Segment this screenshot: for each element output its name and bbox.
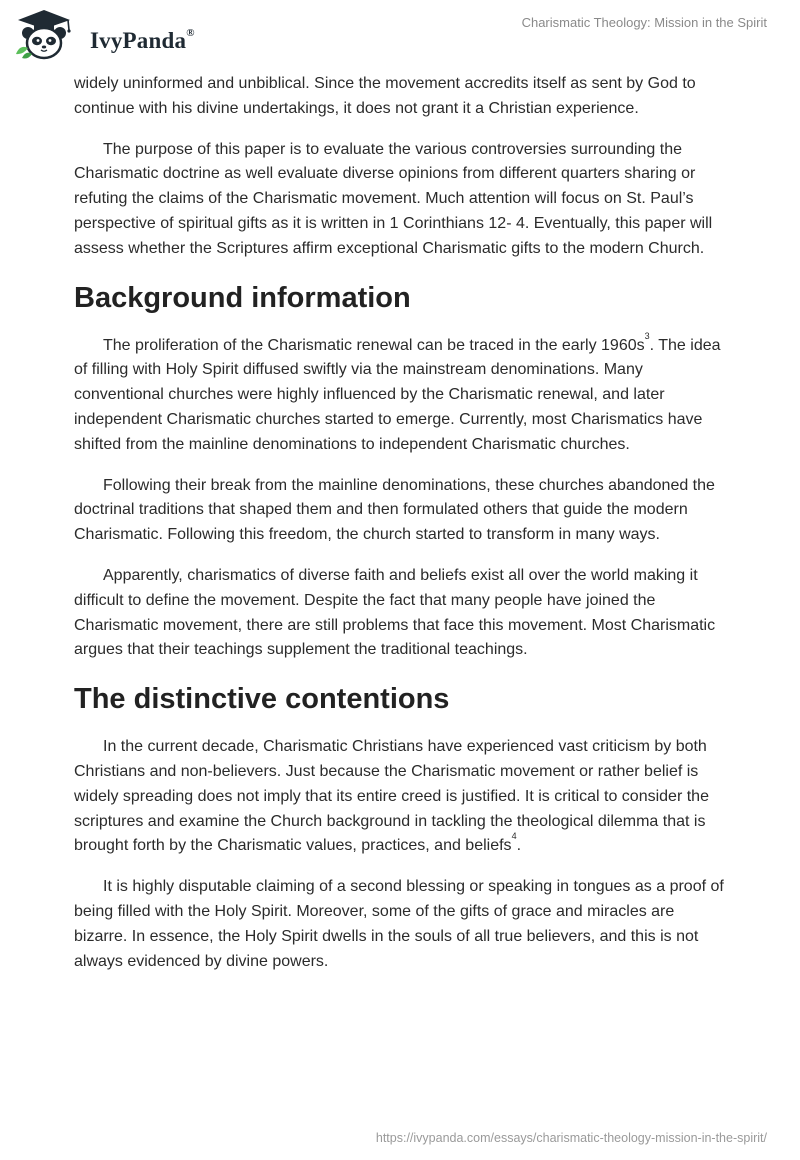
essay-title-header: Charismatic Theology: Mission in the Spirit (521, 15, 767, 30)
footnote-ref[interactable]: 4 (511, 831, 517, 842)
paragraph: It is highly disputable claiming of a second blessing or speaking in tongues as a proof of being filled with the Holy Spirit. Moreover, some of the gifts of grace and miracles are bizarre. In essence, the Holy Spirit dwells in the souls of all true believers, and this is not always evidenced by divine powers. (74, 878, 724, 970)
page-header (0, 0, 800, 70)
panda-graduate-icon (12, 6, 76, 62)
brand-name: IvyPanda® (90, 27, 195, 53)
essay-body (74, 70, 724, 990)
section-heading: The distinctive contentions (74, 683, 450, 716)
paragraph: Apparently, charismatics of diverse faith and beliefs exist all over the world making it difficult to define the movement. Despite the fact that many people have joined the Charismatic movement, there are still problems that face this movement. Most Charismatic argues that their teachings supplement the traditional teachings. (74, 566, 716, 659)
paragraph: The proliferation of the Charismatic renewal can be traced in the early 1960s$^3$. The idea of filling with Holy Spirit diffused swiftly via the mainstream denominations. Many conventional churches were highly influenced by the Charismatic renewal, and later independent Charismatic churches started to emerge. Currently, most Charismatics have shifted from the mainline denominations to independent Charismatic churches. (74, 330, 721, 453)
paragraph: In the current decade, Charismatic Christians have experienced vast criticism by both Christians and non-believers. Just because the Charismatic movement or rather belief is widely spreading does not imply that its entire creed is justified. It is critical to consider the scriptures and examine the Church background in tackling the theological dilemma that is brought forth by the Charismatic values, practices, and beliefs$^4$. (74, 738, 709, 855)
ivypanda-logo[interactable] (12, 6, 202, 62)
paragraph: The purpose of this paper is to evaluate the various controversies surrounding the Charismatic doctrine as well evaluate diverse opinions from different quarters sharing or refuting the claims of the Charismatic movement. Much attention will focus on St. Paul’s perspective of spiritual gifts as it is written in 1 Corinthians 12- 4. Eventually, this paper will assess whether the Scriptures affirm exceptional Charismatic gifts to the modern Church. (74, 140, 713, 257)
footnote-ref[interactable]: 3 (644, 330, 650, 341)
section-heading: Background information (74, 281, 411, 314)
source-url[interactable]: https://ivypanda.com/essays/charismatic-theology-mission-in-the-spirit/ (375, 1131, 767, 1145)
paragraph: Following their break from the mainline denominations, these churches abandoned the doctrinal traditions that shaped them and then formulated others that guide the modern Charismatic. Following this freedom, the church started to transform in many ways. (74, 476, 715, 544)
paragraph: widely uninformed and unbiblical. Since the movement accredits itself as sent by God to continue with his divine undertakings, it does not grant it a Christian experience. (74, 75, 696, 117)
